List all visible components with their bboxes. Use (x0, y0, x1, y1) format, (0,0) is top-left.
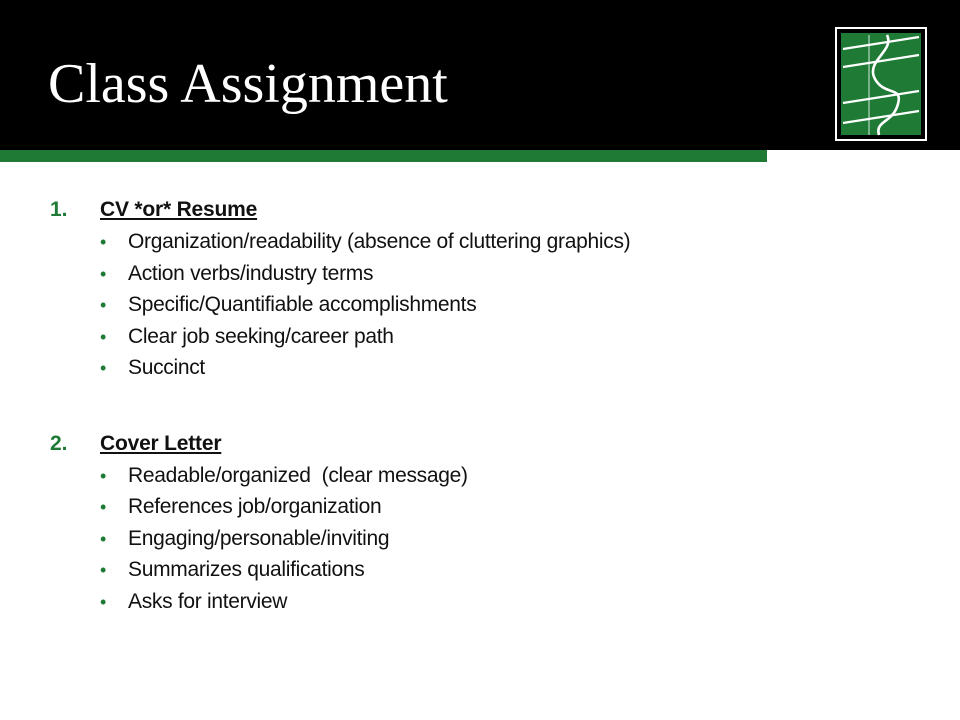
bullet-icon: • (100, 591, 107, 612)
list-item: • Engaging/personable/inviting (100, 526, 390, 550)
section-heading: CV *or* Resume (100, 198, 258, 221)
list-item: • Organization/readability (absence of cluttering graphics) (100, 230, 631, 253)
list-item: • Asks for interview (100, 589, 288, 613)
criteria-list (50, 230, 910, 388)
list-item: • References job/organization (100, 495, 382, 518)
section-cv-resume (50, 198, 910, 388)
bullet-icon: • (100, 263, 107, 284)
bullet-icon: • (100, 465, 107, 486)
list-item: • Summarizes qualifications (100, 558, 365, 581)
list-item: • Specific/Quantifiable accomplishments (100, 293, 477, 316)
bullet-icon: • (100, 326, 107, 347)
bullet-icon: • (100, 497, 107, 517)
list-item: • Clear job seeking/career path (100, 324, 394, 348)
slide-body (50, 198, 910, 649)
section-number: 1. (50, 198, 68, 221)
slide-title: Class Assignment (48, 53, 448, 115)
section-heading: Cover Letter (100, 431, 222, 455)
list-item: • Readable/organized (clear message) (100, 463, 468, 487)
bullet-icon: • (100, 295, 107, 315)
logo-icon (835, 27, 927, 141)
list-item: • Succinct (100, 356, 205, 379)
section-number: 2. (50, 431, 68, 455)
green-divider (0, 150, 767, 162)
section-cover-letter (50, 432, 910, 622)
list-item: • Action verbs/industry terms (100, 261, 374, 285)
criteria-list (50, 464, 910, 622)
bullet-icon: • (100, 560, 107, 580)
title-bar (0, 0, 960, 150)
bullet-icon: • (100, 528, 107, 549)
bullet-icon: • (100, 232, 107, 252)
bullet-icon: • (100, 358, 107, 378)
